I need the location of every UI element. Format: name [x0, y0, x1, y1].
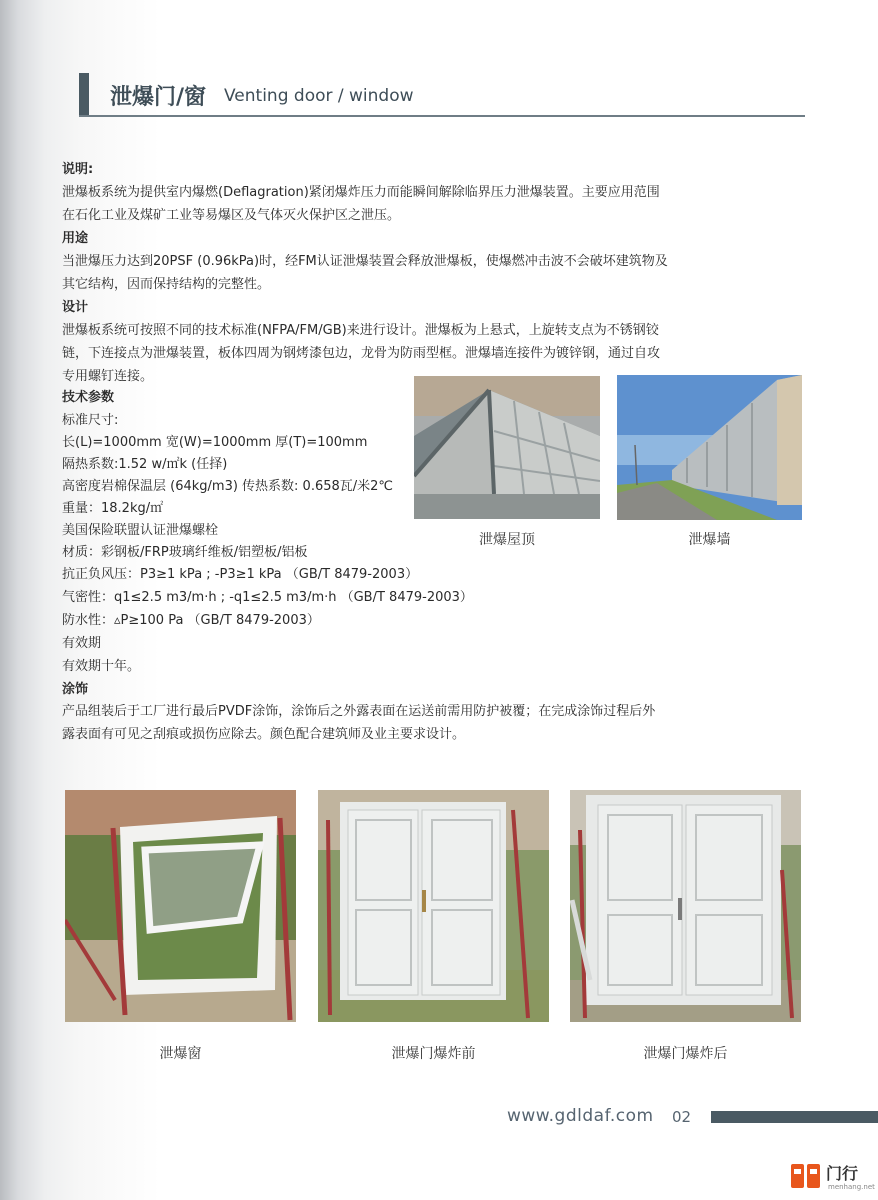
caption-window: 泄爆窗 [159, 1046, 202, 1062]
heading-design: 设计 [62, 300, 89, 315]
text-line: 专用螺钉连接。 [62, 369, 154, 384]
website-url: www.gdldaf.com [507, 1106, 654, 1126]
spec-line: 抗正负风压：P3≥1 kPa ; -P3≥1 kPa （GB/T 8479-2003） [62, 567, 419, 582]
text-line: 泄爆板系统为提供室内爆燃(Deflagration)紧闭爆炸压力而能瞬间解除临界压力泄爆装置。主要应用范围 [62, 185, 660, 200]
page-title: 泄爆门/窗 [110, 85, 207, 110]
text-line: 泄爆板系统可按照不同的技术标准(NFPA/FM/GB)来进行设计。泄爆板为上悬式，上旋转支点为不锈钢铰 [62, 323, 659, 338]
caption-roof: 泄爆屋顶 [479, 532, 535, 548]
caption-door-before: 泄爆门爆炸前 [391, 1046, 476, 1062]
heading-description: 说明: [62, 162, 94, 177]
footer-accent-bar [711, 1111, 878, 1123]
spec-line: 防水性：▵P≥100 Pa （GB/T 8479-2003） [62, 613, 320, 628]
logo-text: 门行 [826, 1164, 859, 1183]
menhang-logo-icon [790, 1162, 822, 1194]
text-line: 产品组装后于工厂进行最后PVDF涂饰，涂饰后之外露表面在运送前需用防护被覆；在完成涂饰过程后外 [62, 704, 656, 719]
text-line: 其它结构，因而保持结构的完整性。 [62, 277, 271, 292]
text-line: 在石化工业及煤矿工业等易爆区及气体灭火保护区之泄压。 [62, 208, 401, 223]
door-before-photo [318, 790, 549, 1022]
text-line: 当泄爆压力达到20PSF (0.96kPa)时，经FM认证泄爆装置会释放泄爆板，使爆燃冲击波不会破坏建筑物及 [62, 254, 668, 269]
logo-subtext: menhang.net [828, 1183, 875, 1191]
spec-line: 气密性：q1≤2.5 m3/m·h ; -q1≤2.5 m3/m·h （GB/T 8479-2003） [62, 590, 473, 605]
page-number: 02 [672, 1108, 692, 1126]
caption-wall: 泄爆墙 [688, 532, 731, 548]
heading-finish: 涂饰 [62, 682, 89, 697]
spec-line: 重量：18.2kg/㎡ [62, 501, 164, 516]
heading-usage: 用途 [62, 231, 89, 246]
spec-line: 有效期 [62, 636, 102, 651]
spec-line: 美国保险联盟认证泄爆螺栓 [62, 523, 219, 538]
spec-line: 有效期十年。 [62, 659, 141, 674]
spec-line: 长(L)=1000mm 宽(W)=1000mm 厚(T)=100mm [62, 435, 368, 450]
header-accent-bar [79, 73, 89, 116]
door-after-photo [570, 790, 801, 1022]
text-line: 露表面有可见之刮痕或损伤应除去。颜色配合建筑师及业主要求设计。 [62, 727, 466, 742]
page-title-english: Venting door / window [224, 86, 414, 106]
header-divider [79, 115, 805, 117]
text-line: 链，下连接点为泄爆装置，板体四周为钢烤漆包边，龙骨为防雨型框。泄爆墙连接件为镀锌钢，通过自攻 [62, 346, 661, 361]
spec-line: 标准尺寸: [62, 413, 119, 428]
heading-tech-params: 技术参数 [62, 390, 115, 405]
spec-line: 隔热系数:1.52 w/㎡k (任择) [62, 457, 228, 472]
caption-door-after: 泄爆门爆炸后 [643, 1046, 728, 1062]
window-photo [65, 790, 296, 1022]
spec-line: 高密度岩棉保温层 (64kg/m3) 传热系数: 0.658瓦/米2℃ [62, 479, 394, 494]
roof-photo [414, 376, 600, 519]
spec-line: 材质：彩钢板/FRP玻璃纤维板/铝塑板/铝板 [62, 545, 308, 560]
wall-photo [617, 375, 802, 520]
